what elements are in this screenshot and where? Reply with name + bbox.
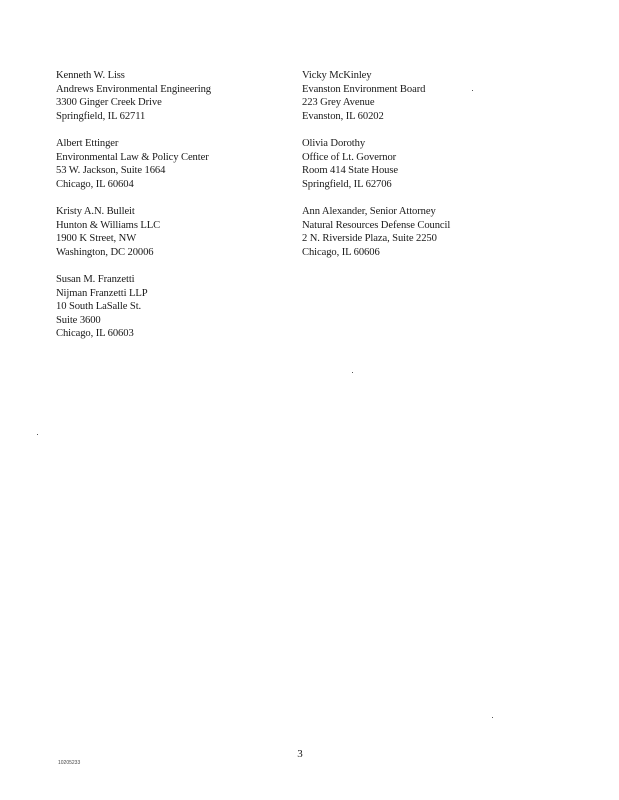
- organization: Nijman Franzetti LLP: [56, 287, 148, 299]
- service-list-right-column: [302, 69, 552, 273]
- scan-speck: [352, 372, 353, 373]
- street-address: 53 W. Jackson, Suite 1664: [56, 165, 166, 177]
- address-block: [56, 205, 286, 259]
- recipient-name: Kenneth W. Liss: [56, 70, 125, 81]
- city-state-zip: Chicago, IL 60603: [56, 328, 134, 340]
- recipient-name: Ann Alexander, Senior Attorney: [302, 205, 436, 217]
- address-block: [56, 69, 286, 123]
- organization: Environmental Law & Policy Center: [56, 151, 209, 163]
- recipient-name: Albert Ettinger: [56, 137, 119, 149]
- address-block: [302, 205, 552, 259]
- city-state-zip: Springfield, IL 62706: [302, 178, 392, 190]
- city-state-zip: Chicago, IL 60606: [302, 246, 380, 258]
- recipient-name: Kristy A.N. Bulleit: [56, 205, 135, 217]
- street-address: 2 N. Riverside Plaza, Suite 2250: [302, 233, 437, 245]
- address-block: [56, 273, 286, 341]
- city-state-zip: Evanston, IL 60202: [302, 110, 384, 122]
- organization: Hunton & Williams LLC: [56, 219, 161, 231]
- organization: Evanston Environment Board: [302, 83, 426, 95]
- city-state-zip: Washington, DC 20006: [56, 246, 154, 258]
- document-id: 10205233: [58, 760, 81, 766]
- recipient-name: Olivia Dorothy: [302, 137, 366, 149]
- scan-speck: [472, 90, 473, 91]
- scan-speck: [492, 717, 493, 718]
- page-number: 3: [297, 748, 303, 760]
- recipient-name: Susan M. Franzetti: [56, 273, 135, 285]
- organization: Office of Lt. Governor: [302, 151, 397, 163]
- scan-speck: [37, 434, 38, 435]
- recipient-name: Vicky McKinley: [302, 70, 372, 81]
- street-address: Room 414 State House: [302, 165, 398, 177]
- address-block: [302, 137, 552, 191]
- street-address: 10 South LaSalle St.: [56, 301, 142, 313]
- organization: Natural Resources Defense Council: [302, 219, 451, 231]
- service-list-left-column: [56, 69, 286, 354]
- suite: Suite 3600: [56, 314, 101, 326]
- street-address: 3300 Ginger Creek Drive: [56, 97, 162, 109]
- city-state-zip: Chicago, IL 60604: [56, 178, 134, 190]
- address-block: [302, 69, 552, 123]
- organization: Andrews Environmental Engineering: [56, 83, 211, 95]
- street-address: 1900 K Street, NW: [56, 233, 137, 245]
- street-address: 223 Grey Avenue: [302, 97, 375, 109]
- address-block: [56, 137, 286, 191]
- city-state-zip: Springfield, IL 62711: [56, 110, 146, 122]
